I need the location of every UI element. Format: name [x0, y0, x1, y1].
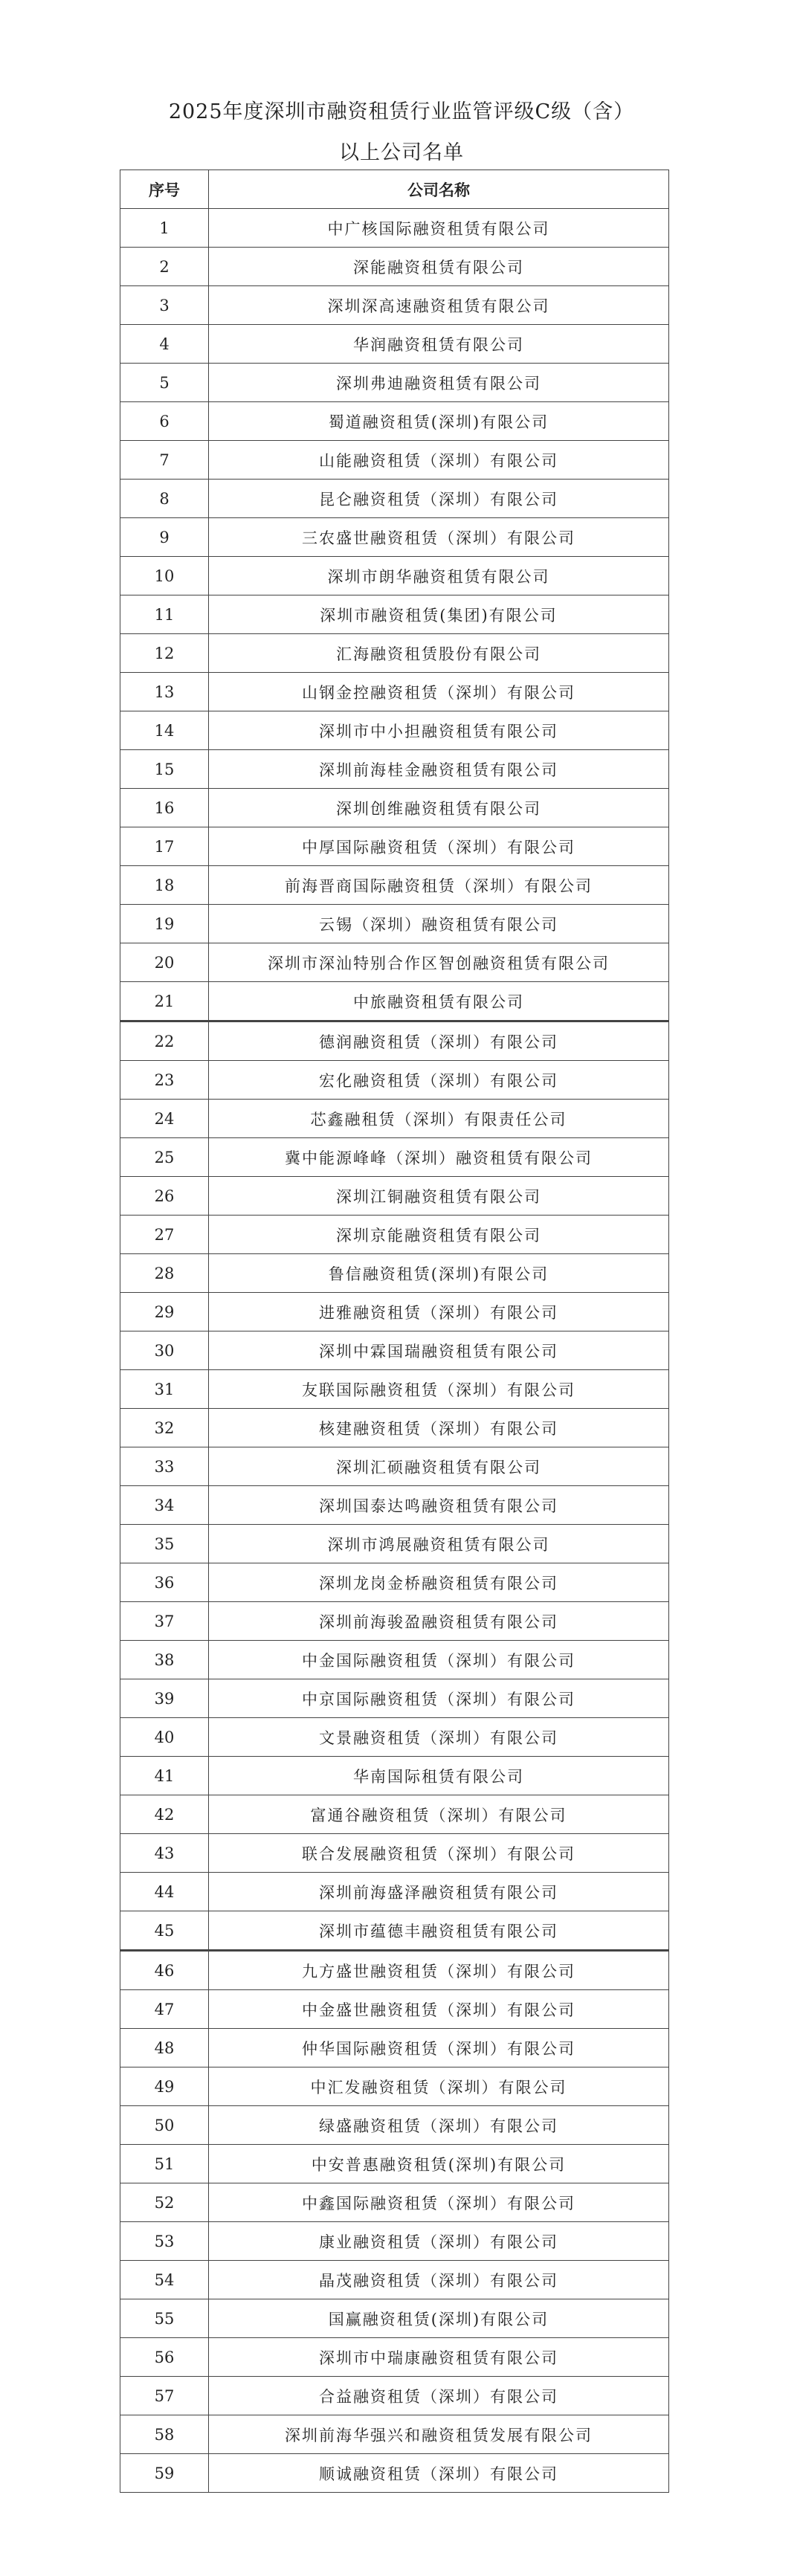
- company-name: 芯鑫融租赁（深圳）有限责任公司: [209, 1100, 669, 1138]
- table-row: [120, 1911, 669, 1951]
- row-number: 7: [120, 441, 209, 480]
- table-row: [120, 1602, 669, 1641]
- row-number: 50: [120, 2106, 209, 2145]
- row-number: 25: [120, 1138, 209, 1177]
- company-name: 康业融资租赁（深圳）有限公司: [209, 2222, 669, 2261]
- row-number: 3: [120, 286, 209, 325]
- row-number: 48: [120, 2029, 209, 2067]
- company-name: 蜀道融资租赁(深圳)有限公司: [209, 402, 669, 441]
- row-number: 13: [120, 673, 209, 711]
- company-name: 深圳市融资租赁(集团)有限公司: [209, 595, 669, 634]
- company-name: 友联国际融资租赁（深圳）有限公司: [209, 1370, 669, 1409]
- company-name: 深圳江铜融资租赁有限公司: [209, 1177, 669, 1216]
- row-number: 26: [120, 1177, 209, 1216]
- row-number: 28: [120, 1254, 209, 1293]
- table-row: [120, 866, 669, 905]
- table-row: [120, 2377, 669, 2415]
- table-row: [120, 905, 669, 943]
- table-row: [120, 1486, 669, 1525]
- company-name: 仲华国际融资租赁（深圳）有限公司: [209, 2029, 669, 2067]
- table-row: [120, 634, 669, 673]
- table-row: [120, 209, 669, 248]
- company-table: [120, 170, 669, 2493]
- row-number: 51: [120, 2145, 209, 2183]
- row-number: 40: [120, 1718, 209, 1757]
- company-name: 国赢融资租赁(深圳)有限公司: [209, 2299, 669, 2338]
- table-row: [120, 557, 669, 595]
- company-name: 联合发展融资租赁（深圳）有限公司: [209, 1834, 669, 1873]
- row-number: 12: [120, 634, 209, 673]
- row-number: 5: [120, 364, 209, 402]
- table-row: [120, 1061, 669, 1100]
- company-name: 中广核国际融资租赁有限公司: [209, 209, 669, 248]
- row-number: 57: [120, 2377, 209, 2415]
- company-name: 深能融资租赁有限公司: [209, 248, 669, 286]
- table-row: [120, 1293, 669, 1331]
- company-name: 冀中能源峰峰（深圳）融资租赁有限公司: [209, 1138, 669, 1177]
- company-name: 中汇发融资租赁（深圳）有限公司: [209, 2067, 669, 2106]
- row-number: 36: [120, 1563, 209, 1602]
- company-name: 深圳市中小担融资租赁有限公司: [209, 711, 669, 750]
- table-row: [120, 1216, 669, 1254]
- company-name: 深圳弗迪融资租赁有限公司: [209, 364, 669, 402]
- table-row: [120, 1370, 669, 1409]
- table-row: [120, 1679, 669, 1718]
- table-row: [120, 711, 669, 750]
- row-number: 37: [120, 1602, 209, 1641]
- table-row: [120, 1138, 669, 1177]
- table-row: [120, 2029, 669, 2067]
- row-number: 59: [120, 2454, 209, 2493]
- table-row: [120, 2415, 669, 2454]
- row-number: 45: [120, 1911, 209, 1951]
- row-number: 8: [120, 480, 209, 518]
- table-row: [120, 750, 669, 789]
- row-number: 55: [120, 2299, 209, 2338]
- row-number: 6: [120, 402, 209, 441]
- company-name: 中旅融资租赁有限公司: [209, 982, 669, 1021]
- company-name: 深圳中霖国瑞融资租赁有限公司: [209, 1331, 669, 1370]
- document-title: 2025年度深圳市融资租赁行业监管评级C级（含）: [168, 100, 635, 123]
- table-row: [120, 595, 669, 634]
- row-number: 17: [120, 827, 209, 866]
- company-name: 中鑫国际融资租赁（深圳）有限公司: [209, 2183, 669, 2222]
- row-number: 47: [120, 1990, 209, 2029]
- table-row: [120, 248, 669, 286]
- table-row: [120, 1563, 669, 1602]
- table-row: [120, 2067, 669, 2106]
- row-number: 44: [120, 1873, 209, 1911]
- table-row: [120, 325, 669, 364]
- company-name: 绿盛融资租赁（深圳）有限公司: [209, 2106, 669, 2145]
- row-number: 31: [120, 1370, 209, 1409]
- row-number: 41: [120, 1757, 209, 1795]
- company-name: 华润融资租赁有限公司: [209, 325, 669, 364]
- row-number: 33: [120, 1447, 209, 1486]
- company-name: 进雅融资租赁（深圳）有限公司: [209, 1293, 669, 1331]
- company-name: 晶茂融资租赁（深圳）有限公司: [209, 2261, 669, 2299]
- company-name: 深圳汇硕融资租赁有限公司: [209, 1447, 669, 1486]
- company-name: 文景融资租赁（深圳）有限公司: [209, 1718, 669, 1757]
- row-number: 9: [120, 518, 209, 557]
- table-row: [120, 1873, 669, 1911]
- company-name: 九方盛世融资租赁（深圳）有限公司: [209, 1951, 669, 1990]
- row-number: 27: [120, 1216, 209, 1254]
- row-number: 1: [120, 209, 209, 248]
- table-row: [120, 2454, 669, 2493]
- company-name: 深圳市中瑞康融资租赁有限公司: [209, 2338, 669, 2377]
- table-row: [120, 1409, 669, 1447]
- company-name: 中金国际融资租赁（深圳）有限公司: [209, 1641, 669, 1679]
- company-name: 山能融资租赁（深圳）有限公司: [209, 441, 669, 480]
- row-number: 53: [120, 2222, 209, 2261]
- company-name: 云锡（深圳）融资租赁有限公司: [209, 905, 669, 943]
- company-name: 鲁信融资租赁(深圳)有限公司: [209, 1254, 669, 1293]
- company-name: 富通谷融资租赁（深圳）有限公司: [209, 1795, 669, 1834]
- company-name: 顺诚融资租赁（深圳）有限公司: [209, 2454, 669, 2493]
- table-row: [120, 518, 669, 557]
- company-name: 昆仑融资租赁（深圳）有限公司: [209, 480, 669, 518]
- company-name: 前海晋商国际融资租赁（深圳）有限公司: [209, 866, 669, 905]
- table-row: [120, 364, 669, 402]
- row-number: 52: [120, 2183, 209, 2222]
- row-number: 39: [120, 1679, 209, 1718]
- row-number: 15: [120, 750, 209, 789]
- company-name: 德润融资租赁（深圳）有限公司: [209, 1021, 669, 1061]
- row-number: 38: [120, 1641, 209, 1679]
- table-row: [120, 982, 669, 1021]
- company-name: 中厚国际融资租赁（深圳）有限公司: [209, 827, 669, 866]
- table-row: [120, 2106, 669, 2145]
- table-row: [120, 2299, 669, 2338]
- table-row: [120, 1795, 669, 1834]
- table-row: [120, 673, 669, 711]
- table-row: [120, 1254, 669, 1293]
- table-row: [120, 1525, 669, 1563]
- company-name: 核建融资租赁（深圳）有限公司: [209, 1409, 669, 1447]
- row-number: 46: [120, 1951, 209, 1990]
- row-number: 21: [120, 982, 209, 1021]
- row-number: 10: [120, 557, 209, 595]
- table-row: [120, 1177, 669, 1216]
- company-name: 山钢金控融资租赁（深圳）有限公司: [209, 673, 669, 711]
- table-row: [120, 1641, 669, 1679]
- table-row: [120, 827, 669, 866]
- company-name: 中京国际融资租赁（深圳）有限公司: [209, 1679, 669, 1718]
- row-number: 42: [120, 1795, 209, 1834]
- table-row: [120, 1834, 669, 1873]
- row-number: 29: [120, 1293, 209, 1331]
- row-number: 19: [120, 905, 209, 943]
- table-row: [120, 1718, 669, 1757]
- table-header-row: [120, 170, 669, 209]
- row-number: 24: [120, 1100, 209, 1138]
- company-name: 深圳前海桂金融资租赁有限公司: [209, 750, 669, 789]
- row-number: 54: [120, 2261, 209, 2299]
- row-number: 56: [120, 2338, 209, 2377]
- row-number: 35: [120, 1525, 209, 1563]
- table-body: [120, 209, 669, 2493]
- company-name: 汇海融资租赁股份有限公司: [209, 634, 669, 673]
- table-row: [120, 1951, 669, 1990]
- row-number: 4: [120, 325, 209, 364]
- company-name: 深圳京能融资租赁有限公司: [209, 1216, 669, 1254]
- table-row: [120, 2261, 669, 2299]
- company-name: 深圳市鸿展融资租赁有限公司: [209, 1525, 669, 1563]
- company-name: 合益融资租赁（深圳）有限公司: [209, 2377, 669, 2415]
- table-row: [120, 1331, 669, 1370]
- company-name: 深圳市深汕特别合作区智创融资租赁有限公司: [209, 943, 669, 982]
- company-name: 深圳前海盛泽融资租赁有限公司: [209, 1873, 669, 1911]
- table-row: [120, 943, 669, 982]
- company-name: 深圳前海骏盈融资租赁有限公司: [209, 1602, 669, 1641]
- table-row: [120, 480, 669, 518]
- company-name: 深圳龙岗金桥融资租赁有限公司: [209, 1563, 669, 1602]
- company-name: 深圳前海华强兴和融资租赁发展有限公司: [209, 2415, 669, 2454]
- company-name: 中金盛世融资租赁（深圳）有限公司: [209, 1990, 669, 2029]
- table-row: [120, 1757, 669, 1795]
- row-number: 30: [120, 1331, 209, 1370]
- table-row: [120, 286, 669, 325]
- table-row: [120, 789, 669, 827]
- company-name: 深圳创维融资租赁有限公司: [209, 789, 669, 827]
- company-name: 深圳市蕴德丰融资租赁有限公司: [209, 1911, 669, 1951]
- row-number: 34: [120, 1486, 209, 1525]
- header-number: 序号: [120, 170, 209, 209]
- table-row: [120, 1100, 669, 1138]
- row-number: 22: [120, 1021, 209, 1061]
- row-number: 18: [120, 866, 209, 905]
- table-row: [120, 1021, 669, 1061]
- table-row: [120, 2145, 669, 2183]
- document-subtitle: 以上公司名单: [339, 141, 464, 164]
- company-name: 深圳深高速融资租赁有限公司: [209, 286, 669, 325]
- table-row: [120, 2222, 669, 2261]
- row-number: 32: [120, 1409, 209, 1447]
- row-number: 16: [120, 789, 209, 827]
- table-row: [120, 1447, 669, 1486]
- company-name: 中安普惠融资租赁(深圳)有限公司: [209, 2145, 669, 2183]
- row-number: 11: [120, 595, 209, 634]
- row-number: 14: [120, 711, 209, 750]
- row-number: 58: [120, 2415, 209, 2454]
- table-row: [120, 2338, 669, 2377]
- company-name: 深圳国泰达鸣融资租赁有限公司: [209, 1486, 669, 1525]
- table-row: [120, 2183, 669, 2222]
- row-number: 2: [120, 248, 209, 286]
- header-company-name: 公司名称: [209, 170, 669, 209]
- table-row: [120, 1990, 669, 2029]
- table-row: [120, 402, 669, 441]
- company-name: 深圳市朗华融资租赁有限公司: [209, 557, 669, 595]
- company-name: 三农盛世融资租赁（深圳）有限公司: [209, 518, 669, 557]
- row-number: 43: [120, 1834, 209, 1873]
- company-name: 宏化融资租赁（深圳）有限公司: [209, 1061, 669, 1100]
- row-number: 20: [120, 943, 209, 982]
- row-number: 23: [120, 1061, 209, 1100]
- table-row: [120, 441, 669, 480]
- company-name: 华南国际租赁有限公司: [209, 1757, 669, 1795]
- row-number: 49: [120, 2067, 209, 2106]
